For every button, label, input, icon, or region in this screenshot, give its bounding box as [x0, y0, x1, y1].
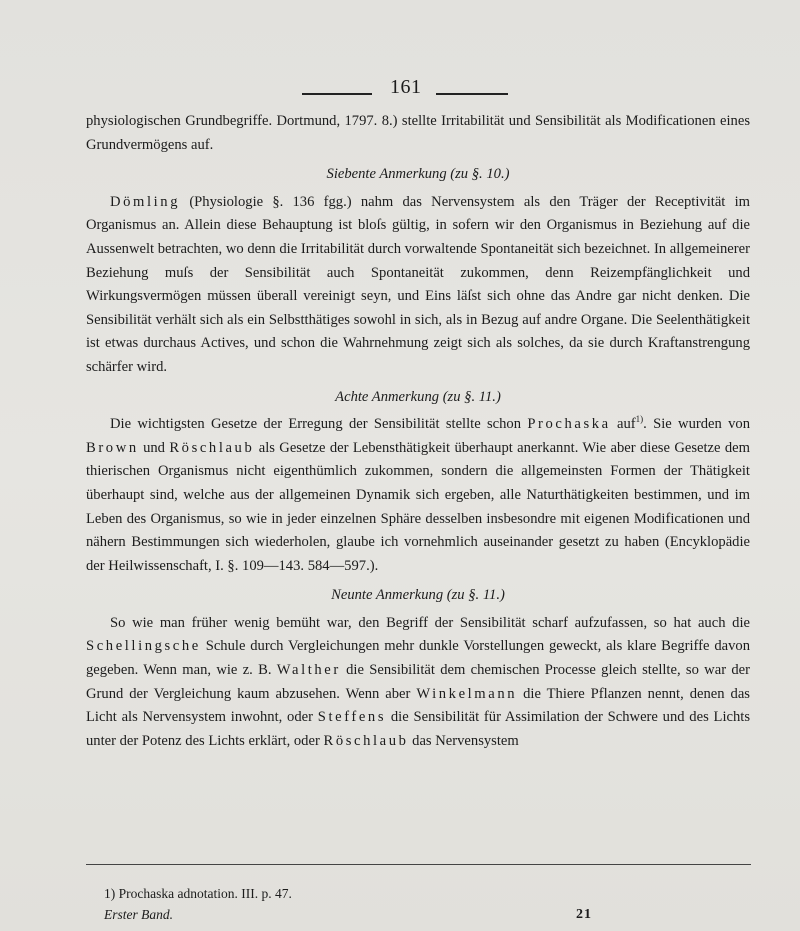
paragraph-seventh — [86, 191, 750, 380]
paragraph-text: So wie man früher wenig bemüht war, den Begriff der Sensibilität scharf aufzufassen, so hat auch die — [110, 614, 750, 631]
paragraph-text: Schule durch Vergleichungen mehr dunkle Vorstellungen geweckt, als klare Begriffe davon gegeben. Wenn man, wie z. B. — [86, 638, 750, 679]
footnote: 1) Prochaska adnotation. III. p. 47. — [104, 886, 292, 901]
author-name: Schellingsche — [86, 638, 201, 655]
paragraph-text: als Gesetze der Lebensthätigkeit überhaupt anerkannt. Wie aber diese Gesetze dem thierischen Organismus nicht eigenthümlich zukommen, sondern die allgemeinsten Formen der Thätigkeit überhaupt sind, welche aus der allgemeinen Dynamik sich ergeben, alle Naturthätigkeiten bestimmen, und im Leben des Organismus, so wie in jeder einzelnen Sphäre desselben insbesondre mit eigenen Modificationen und nähern Bestimmungen sich wiederholen, glaube ich vornehmlich auseinander gesetzt zu haben (Encyklopädie der Heilwissenschaft, I. §. 109—143. 584—597.). — [86, 439, 750, 574]
paragraph-text: Die wichtigsten Gesetze der Erregung der Sensibilität stellte schon — [110, 416, 528, 433]
paragraph-text: . Sie wurden von — [643, 416, 750, 433]
paragraph-continuation: physiologischen Grundbegriffe. Dortmund, 1797. 8.) stellte Irritabilität und Sensibilität als Modificationen eines Grundvermögens auf. — [86, 113, 750, 153]
paragraph-text: und — [138, 439, 170, 456]
author-name: Röschlaub — [169, 439, 255, 456]
author-name: Brown — [86, 439, 139, 456]
footnote-marker: 1) — [635, 414, 644, 425]
page-number: 161 — [390, 76, 422, 98]
paragraph-text: die Sensibilität für Assimilation der Schwere und des Lichts unter der Potenz des Lichts erklärt, oder — [86, 709, 751, 749]
paragraph-text: die Sensibilität dem chemischen Processe gleich stellte, so war der Grund der Vergleichung kaum abzusehen. Wenn aber — [86, 662, 750, 702]
signature-number: 21 — [576, 907, 592, 922]
header-rule-left — [302, 93, 372, 95]
author-name: Röschlaub — [323, 732, 409, 749]
section-heading-eighth: Achte Anmerkung (zu §. 11.) — [335, 388, 501, 405]
signature-volume: Erster Band. — [104, 907, 173, 922]
header-rule-right — [436, 93, 508, 95]
paragraph-text: die Thiere Pflanzen nennt, denen das Licht als Nervensystem inwohnt, oder — [86, 685, 750, 726]
section-heading-seventh: Siebente Anmerkung (zu §. 10.) — [326, 166, 510, 183]
footnote-rule — [86, 864, 751, 865]
page-body — [86, 110, 750, 753]
author-name: Prochaska — [527, 416, 611, 433]
paragraph-text: das Nervensystem — [408, 732, 519, 749]
author-name: Dömling — [110, 193, 181, 210]
author-name: Winkelmann — [416, 685, 518, 702]
paragraph-eighth — [86, 413, 750, 578]
paragraph-ninth — [86, 612, 750, 754]
paragraph-text: (Physiologie §. 136 fgg.) nahm das Nervensystem als den Träger der Receptivität im Organismus an. Allein diese Behauptung ist bloſs gültig, in sofern wir den Organismus in Beziehung auf die Aussenwelt betrachten, wo denn die Irritabilität durch vorwaltende Spontaneität sich bezeichnet. In allgemeinerer Beziehung muſs der Sensibilität auch Spontaneität zukommen, denn Reizempfänglichkeit und Wirkungsvermögen müssen überall vereinigt seyn, und Eins läſst sich ohne das Andre gar nicht denken. Die Sensibilität verhält sich als ein Selbstthätiges sowohl in sich, als in Bezug auf andre Organe. Die Seelenthätigkeit ist etwas durchaus Actives, und schon die Wahrnehmung zeigt sich als solches, da sie durch Kraftanstrengung schärfer wird. — [86, 193, 750, 375]
paragraph-text: auf — [610, 416, 636, 433]
author-name: Steffens — [317, 709, 387, 726]
section-heading-ninth: Neunte Anmerkung (zu §. 11.) — [331, 587, 505, 604]
page-header — [0, 74, 800, 104]
author-name: Walther — [276, 662, 341, 679]
